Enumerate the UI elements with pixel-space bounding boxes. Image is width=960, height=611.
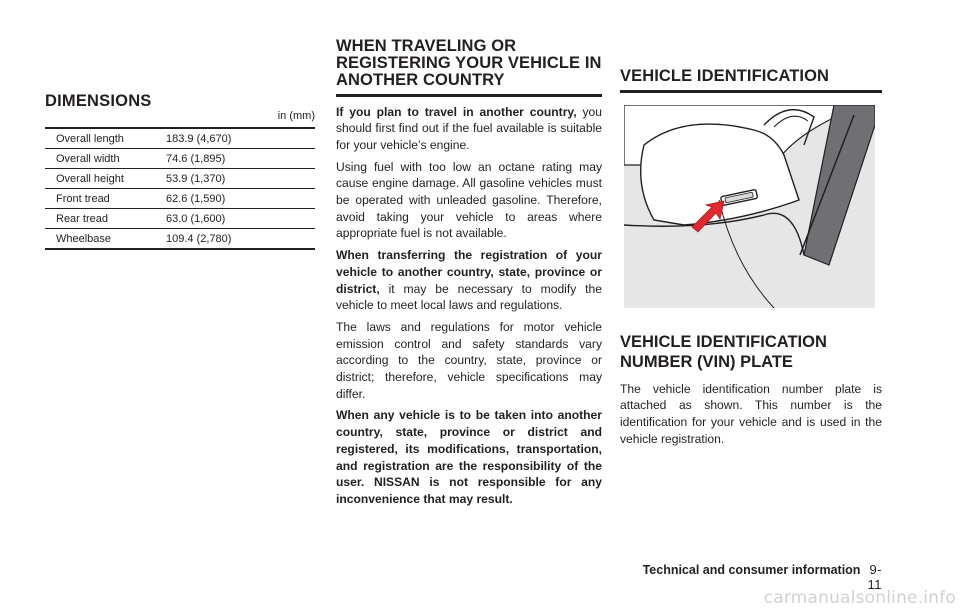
fuel-paragraph-lead: If you plan to travel in another country, <box>336 104 577 119</box>
dimension-value: 183.9 (4,670) <box>166 132 232 145</box>
vin-plate-description: The vehicle identification number plate is attached as shown. This number is the identification for your vehicle and is used in the vehicle registration. <box>620 381 882 446</box>
table-row <box>45 229 315 248</box>
fuel-paragraph-body: you should first find out if the fuel available is suitable for your vehicle’s engine. <box>336 104 602 152</box>
vin-plate-drawing <box>624 105 875 308</box>
dimension-label: Overall width <box>56 152 120 165</box>
heading-rule <box>336 94 602 97</box>
page-number: 9-11 <box>867 562 882 592</box>
table-row <box>45 189 315 209</box>
vin-plate-heading: VEHICLE IDENTIFICATION NUMBER (VIN) PLATE <box>620 332 827 371</box>
dimensions-table <box>45 127 315 250</box>
registration-paragraph-lead: When transferring the registration of your vehicle to another country, state, province or district, <box>336 248 602 296</box>
regulations-paragraph: The laws and regulations for motor vehicle emission control and safety standards vary according to the country, state, province or district; therefore, vehicle specifications may differ. <box>336 319 602 401</box>
dimension-label: Rear tread <box>56 212 108 225</box>
heading-rule <box>620 90 882 93</box>
watermark-text: carmanualsonline.info <box>763 588 956 608</box>
dimension-label: Overall length <box>56 132 124 145</box>
travel-heading <box>336 38 602 89</box>
dimension-label: Front tread <box>56 192 110 205</box>
table-row <box>45 129 315 149</box>
dimension-value: 109.4 (2,780) <box>166 232 232 245</box>
travel-heading-line: WHEN TRAVELING OR <box>336 37 517 55</box>
dimensions-section <box>45 92 315 250</box>
table-row <box>45 209 315 229</box>
dimension-value: 74.6 (1,895) <box>166 152 226 165</box>
fuel-paragraph <box>336 104 602 154</box>
vehicle-identification-section <box>620 68 882 447</box>
dimensions-heading: DIMENSIONS <box>45 92 152 110</box>
dimension-value: 63.0 (1,600) <box>166 212 226 225</box>
responsibility-paragraph: When any vehicle is to be taken into another country, state, province or district and registered, its modifications, transportation, and registration are the responsibility of the user. NISSAN is not responsible for any inconvenience that may result. <box>336 408 602 506</box>
dimension-value: 53.9 (1,370) <box>166 172 226 185</box>
travel-heading-line: REGISTERING YOUR VEHICLE IN <box>336 54 602 72</box>
footer-section-title: Technical and consumer information <box>642 563 861 577</box>
octane-paragraph: Using fuel with too low an octane rating may cause engine damage. All gasoline vehicles must be operated with unleaded gasoline. Therefore, avoid taking your vehicle to areas where appropriate fuel is not available. <box>336 159 602 241</box>
watermark <box>0 585 960 611</box>
dimension-label: Wheelbase <box>56 232 112 245</box>
table-row <box>45 169 315 189</box>
vin-plate-illustration <box>624 105 875 308</box>
vehicle-identification-heading: VEHICLE IDENTIFICATION <box>620 67 830 85</box>
travel-section <box>336 38 602 508</box>
travel-heading-line: ANOTHER COUNTRY <box>336 71 505 89</box>
registration-paragraph-body: it may be necessary to modify the vehicle to meet local laws and regulations. <box>336 281 602 313</box>
registration-paragraph <box>336 247 602 314</box>
table-row <box>45 149 315 169</box>
dimension-value: 62.6 (1,590) <box>166 192 226 205</box>
dimension-label: Overall height <box>56 172 124 185</box>
dimensions-unit: in (mm) <box>277 110 315 122</box>
